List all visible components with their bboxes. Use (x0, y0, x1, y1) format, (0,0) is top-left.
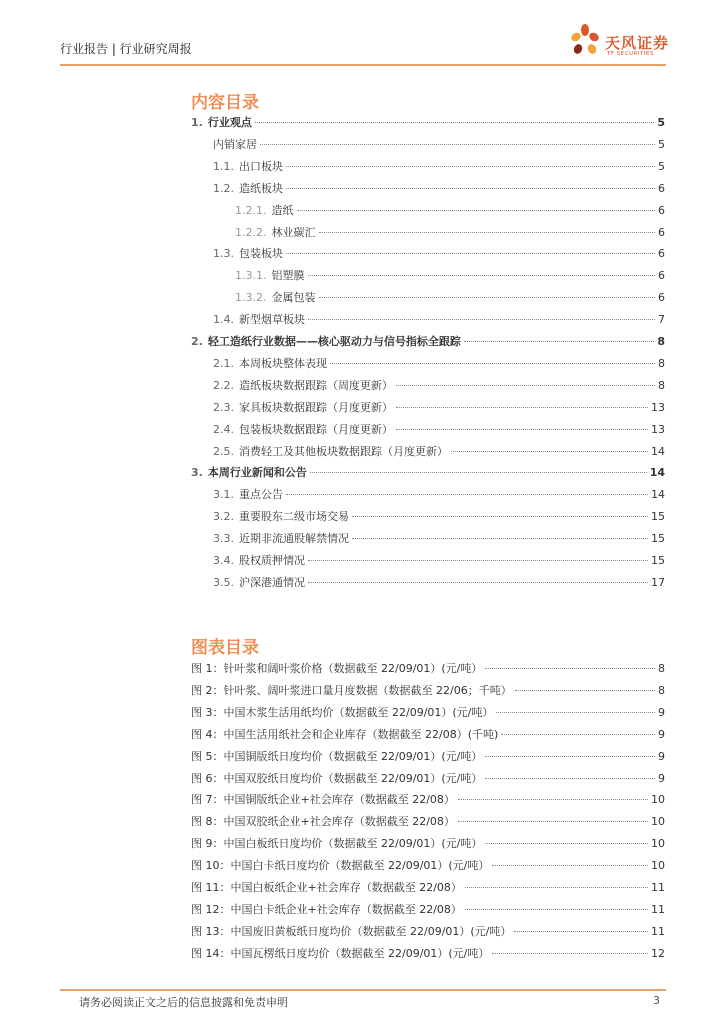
logo-text-cn: 天风证券 (605, 34, 670, 52)
figure-entry-text: 图 8：中国双胶纸企业+社会库存（数据截至 22/08） (191, 815, 455, 829)
figure-entry[interactable] (191, 728, 665, 742)
toc-entry-text: 金属包装 (271, 291, 316, 305)
dot-leader (396, 385, 655, 386)
page-number: 3 (653, 994, 660, 1007)
toc-entry-label (213, 182, 286, 196)
dot-leader (496, 712, 655, 713)
toc-entry[interactable] (235, 291, 665, 305)
dot-leader (286, 253, 655, 254)
toc-entry-label (213, 357, 330, 371)
figure-entry-page: 11 (651, 924, 665, 938)
figure-entry[interactable] (191, 706, 665, 720)
figure-entry-text: 图 9：中国白板纸日度均价（数据截至 22/09/01）(元/吨） (191, 837, 483, 851)
figure-entry-label (191, 815, 458, 829)
toc-entry-number: 2.4. (213, 422, 234, 436)
dot-leader (458, 799, 648, 800)
toc-entry-page: 13 (651, 422, 665, 436)
toc-entry-number: 1.3.2. (235, 291, 267, 305)
dot-leader (514, 931, 648, 932)
toc-entry-page: 17 (651, 575, 665, 589)
toc-entry-number: 1.1. (213, 159, 234, 173)
toc-entry-page: 5 (658, 159, 665, 173)
toc-entry-label (191, 116, 255, 130)
toc-entry-label (191, 466, 310, 480)
dot-leader (465, 909, 648, 910)
toc-entry-label (235, 269, 308, 283)
toc-entry-number: 3.2. (213, 510, 234, 524)
toc-entry-page: 6 (658, 291, 665, 305)
toc-entry-text: 内销家居 (213, 137, 257, 151)
footer-divider (60, 989, 666, 991)
toc-entry-number: 1. (191, 116, 203, 129)
toc-entry-label (213, 510, 352, 524)
figure-entry-page: 9 (658, 705, 665, 719)
figure-entry-label (191, 947, 492, 961)
toc-entry[interactable] (213, 445, 665, 459)
toc-entry[interactable] (213, 357, 665, 371)
figure-entry-text: 图 7：中国铜版纸企业+社会库存（数据截至 22/08） (191, 793, 455, 807)
figure-entry-text: 图 11：中国白板纸企业+社会库存（数据截至 22/08） (191, 881, 462, 894)
toc-entry-page: 5 (658, 137, 665, 151)
dot-leader (352, 538, 648, 539)
figure-entry-text: 图 4：中国生活用纸社会和企业库存（数据截至 22/08）(千吨) (191, 727, 499, 741)
toc-entry-number: 2.2. (213, 378, 234, 392)
toc-entry[interactable] (213, 554, 665, 568)
toc-entry[interactable] (213, 379, 665, 393)
toc-entry-text: 包装板块数据跟踪（月度更新） (239, 422, 393, 436)
toc-entry-label (213, 313, 308, 327)
toc-entry-page: 14 (649, 466, 665, 480)
dot-leader (255, 122, 655, 123)
dot-leader (515, 690, 655, 691)
dot-leader (319, 297, 656, 298)
toc-entry[interactable] (213, 247, 665, 261)
figure-entry-page: 10 (651, 837, 665, 851)
figure-entry-page: 10 (651, 815, 665, 829)
figure-entry-text: 图 12：中国白卡纸企业+社会库存（数据截至 22/08） (191, 902, 462, 916)
company-logo (567, 22, 677, 62)
toc-entry-page: 15 (651, 532, 665, 546)
figure-entry-text: 图 6：中国双胶纸日度均价（数据截至 22/09/01）(元/吨） (191, 771, 483, 785)
figure-entry-label (191, 662, 485, 676)
figure-entry-text: 图 1：针叶浆和阔叶浆价格（数据截至 22/09/01）(元/吨） (191, 662, 483, 675)
toc-entry-page: 14 (651, 488, 665, 502)
toc-entry-text: 林业碳汇 (271, 225, 316, 239)
toc-entry-label (213, 423, 396, 437)
figure-entry[interactable] (191, 772, 665, 786)
report-category: 行业报告 | 行业研究周报 (60, 42, 192, 56)
toc-entry-number: 1.2.1. (235, 203, 267, 217)
toc-entry-text: 本周行业新闻和公告 (207, 466, 307, 480)
disclaimer-text: 请务必阅读正文之后的信息披露和免责申明 (79, 996, 288, 1009)
toc-entry-page: 6 (658, 247, 665, 261)
toc-entry[interactable] (213, 423, 665, 437)
toc-entry-number: 3. (191, 466, 203, 480)
toc-entry-page: 14 (651, 444, 665, 458)
figure-entry-page: 8 (658, 662, 665, 675)
toc-entry[interactable] (213, 510, 665, 524)
toc-title: 内容目录 (191, 93, 259, 113)
toc-entry-page: 8 (658, 356, 665, 370)
figure-list-title: 图表目录 (191, 638, 259, 658)
toc-entry-number: 1.3.1. (235, 269, 267, 283)
toc-entry-label (191, 335, 464, 349)
toc-entry-number: 1.3. (213, 247, 234, 261)
figure-entry-text: 图 10：中国白卡纸日度均价（数据截至 22/09/01）(元/吨） (191, 859, 490, 873)
dot-leader (451, 451, 648, 452)
header-divider (60, 64, 666, 66)
toc-entry-number: 2.1. (213, 356, 234, 370)
toc-entry-number: 3.3. (213, 532, 234, 546)
figure-entry-page: 11 (651, 902, 665, 916)
toc-entry-text: 铝塑膜 (271, 269, 305, 283)
dot-leader (308, 319, 655, 320)
dot-leader (501, 734, 655, 735)
figure-entry-label (191, 684, 515, 698)
toc-entry[interactable] (235, 226, 665, 240)
dot-leader (260, 144, 655, 145)
dot-leader (485, 843, 648, 844)
dot-leader (286, 188, 655, 189)
toc-entry-page: 6 (658, 203, 665, 217)
toc-entry[interactable] (235, 269, 665, 283)
toc-entry-number: 1.2.2. (235, 225, 267, 239)
toc-entry-label (235, 291, 319, 305)
figure-entry-page: 12 (651, 946, 665, 960)
toc-entry-page: 8 (658, 378, 665, 392)
toc-entry[interactable] (213, 160, 665, 174)
toc-entry-text: 沪深港通情况 (239, 575, 305, 589)
toc-entry[interactable] (213, 401, 665, 415)
dot-leader (396, 429, 648, 430)
toc-entry-text: 造纸板块数据跟踪（周度更新） (239, 378, 393, 392)
figure-entry-text: 图 13：中国废旧黄板纸日度均价（数据截至 22/09/01）(元/吨） (191, 924, 512, 938)
figure-entry-page: 9 (658, 771, 665, 785)
toc-entry-number: 1.2. (213, 181, 234, 195)
toc-entry-page: 15 (651, 554, 665, 567)
toc-entry-number: 2. (191, 335, 203, 348)
toc-entry-label (213, 247, 286, 261)
figure-entry[interactable] (191, 750, 665, 764)
dot-leader (352, 516, 648, 517)
figure-entry-label (191, 859, 492, 873)
toc-entry-text: 新型烟草板块 (239, 313, 305, 327)
dot-leader (464, 341, 655, 342)
dot-leader (485, 778, 655, 779)
dot-leader (492, 865, 648, 866)
figure-entry-label (191, 772, 485, 786)
toc-entry-label (213, 488, 286, 502)
dot-leader (310, 472, 647, 473)
figure-entry-page: 9 (658, 749, 665, 763)
toc-entry[interactable] (213, 138, 665, 152)
toc-entry-label (213, 554, 308, 568)
toc-entry-page: 8 (657, 335, 665, 348)
toc-entry-text: 轻工造纸行业数据——核心驱动力与信号指标全跟踪 (207, 335, 461, 348)
toc-entry[interactable] (191, 466, 665, 480)
toc-entry-page: 6 (658, 225, 665, 239)
toc-entry-label (235, 226, 319, 240)
toc-entry-text: 造纸板块 (239, 181, 283, 195)
figure-entry-label (191, 881, 465, 895)
toc-entry[interactable] (213, 576, 665, 590)
toc-entry-page: 15 (651, 510, 665, 524)
toc-entry-label (213, 532, 352, 546)
toc-entry-label (213, 160, 286, 174)
dot-leader (308, 560, 648, 561)
figure-entry[interactable] (191, 684, 665, 698)
figure-entry-text: 图 14：中国瓦楞纸日度均价（数据截至 22/09/01）(元/吨） (191, 946, 490, 960)
dot-leader (308, 275, 656, 276)
toc-entry-page: 5 (657, 116, 665, 129)
toc-entry-label (213, 576, 308, 590)
figure-entry-page: 10 (651, 793, 665, 807)
dot-leader (308, 582, 648, 583)
dot-leader (396, 407, 648, 408)
figure-entry-label (191, 837, 485, 851)
figure-entry[interactable] (191, 837, 665, 851)
dot-leader (458, 821, 648, 822)
toc-entry-number: 2.3. (213, 400, 234, 414)
figure-entry-page: 11 (651, 881, 665, 894)
toc-entry[interactable] (213, 532, 665, 546)
dot-leader (485, 668, 655, 669)
figure-entry-label (191, 903, 465, 917)
toc-entry-page: 7 (658, 313, 665, 327)
dot-leader (465, 887, 648, 888)
toc-entry-page: 13 (651, 400, 665, 414)
toc-entry-text: 近期非流通股解禁情况 (239, 532, 349, 546)
figure-entry-label (191, 750, 485, 764)
dot-leader (330, 363, 655, 364)
figure-entry-text: 图 3：中国木浆生活用纸均价（数据截至 22/09/01）(元/吨） (191, 705, 494, 719)
dot-leader (485, 756, 655, 757)
figure-entry-page: 9 (658, 727, 665, 741)
dot-leader (286, 494, 648, 495)
toc-entry-label (213, 379, 396, 393)
figure-entry-label (191, 706, 496, 720)
flower-logo-icon (567, 22, 603, 62)
figure-entry[interactable] (191, 815, 665, 829)
toc-entry[interactable] (191, 335, 665, 349)
figure-entry[interactable] (191, 793, 665, 807)
toc-entry-number: 3.5. (213, 575, 234, 589)
toc-entry[interactable] (213, 488, 665, 502)
toc-entry[interactable] (235, 204, 665, 218)
figure-entry[interactable] (191, 662, 665, 676)
toc-entry-label (213, 138, 260, 152)
figure-entry[interactable] (191, 903, 665, 917)
figure-entry-page: 10 (651, 859, 665, 873)
toc-entry-number: 2.5. (213, 444, 234, 458)
toc-entry[interactable] (213, 313, 665, 327)
figure-entry[interactable] (191, 947, 665, 961)
toc-entry[interactable] (191, 116, 665, 130)
dot-leader (319, 232, 656, 233)
toc-entry-text: 行业观点 (207, 116, 252, 129)
dot-leader (286, 166, 655, 167)
toc-entry-page: 6 (658, 269, 665, 283)
toc-entry-label (213, 401, 396, 415)
figure-entry-label (191, 793, 458, 807)
logo-text-en: TF SECURITIES (607, 51, 654, 57)
figure-entry-text: 图 5：中国铜版纸日度均价（数据截至 22/09/01）(元/吨） (191, 749, 483, 763)
figure-entry[interactable] (191, 925, 665, 939)
figure-entry-page: 8 (658, 683, 665, 697)
toc-entry-label (213, 445, 451, 459)
dot-leader (297, 210, 656, 211)
toc-entry-text: 家具板块数据跟踪（月度更新） (239, 400, 393, 414)
toc-entry-page: 6 (658, 181, 665, 195)
figure-entry[interactable] (191, 881, 665, 895)
toc-entry-number: 3.4. (213, 554, 234, 567)
toc-entry-text: 本周板块整体表现 (239, 356, 327, 370)
toc-entry[interactable] (213, 182, 665, 196)
toc-entry-text: 股权质押情况 (239, 554, 305, 567)
figure-entry-text: 图 2：针叶浆、阔叶浆进口量月度数据（数据截至 22/06；千吨） (191, 683, 512, 697)
toc-entry-text: 出口板块 (239, 159, 283, 173)
toc-entry-number: 3.1. (213, 488, 234, 502)
toc-entry-text: 造纸 (271, 203, 294, 217)
toc-entry-text: 重点公告 (239, 488, 283, 502)
toc-entry-text: 包装板块 (239, 247, 283, 261)
toc-entry-text: 消费轻工及其他板块数据跟踪（月度更新） (239, 444, 448, 458)
toc-entry-number: 1.4. (213, 313, 234, 327)
figure-entry-label (191, 728, 501, 742)
toc-entry-text: 重要股东二级市场交易 (239, 510, 349, 524)
dot-leader (492, 953, 648, 954)
toc-entry-label (235, 204, 297, 218)
figure-entry[interactable] (191, 859, 665, 873)
figure-entry-label (191, 925, 514, 939)
